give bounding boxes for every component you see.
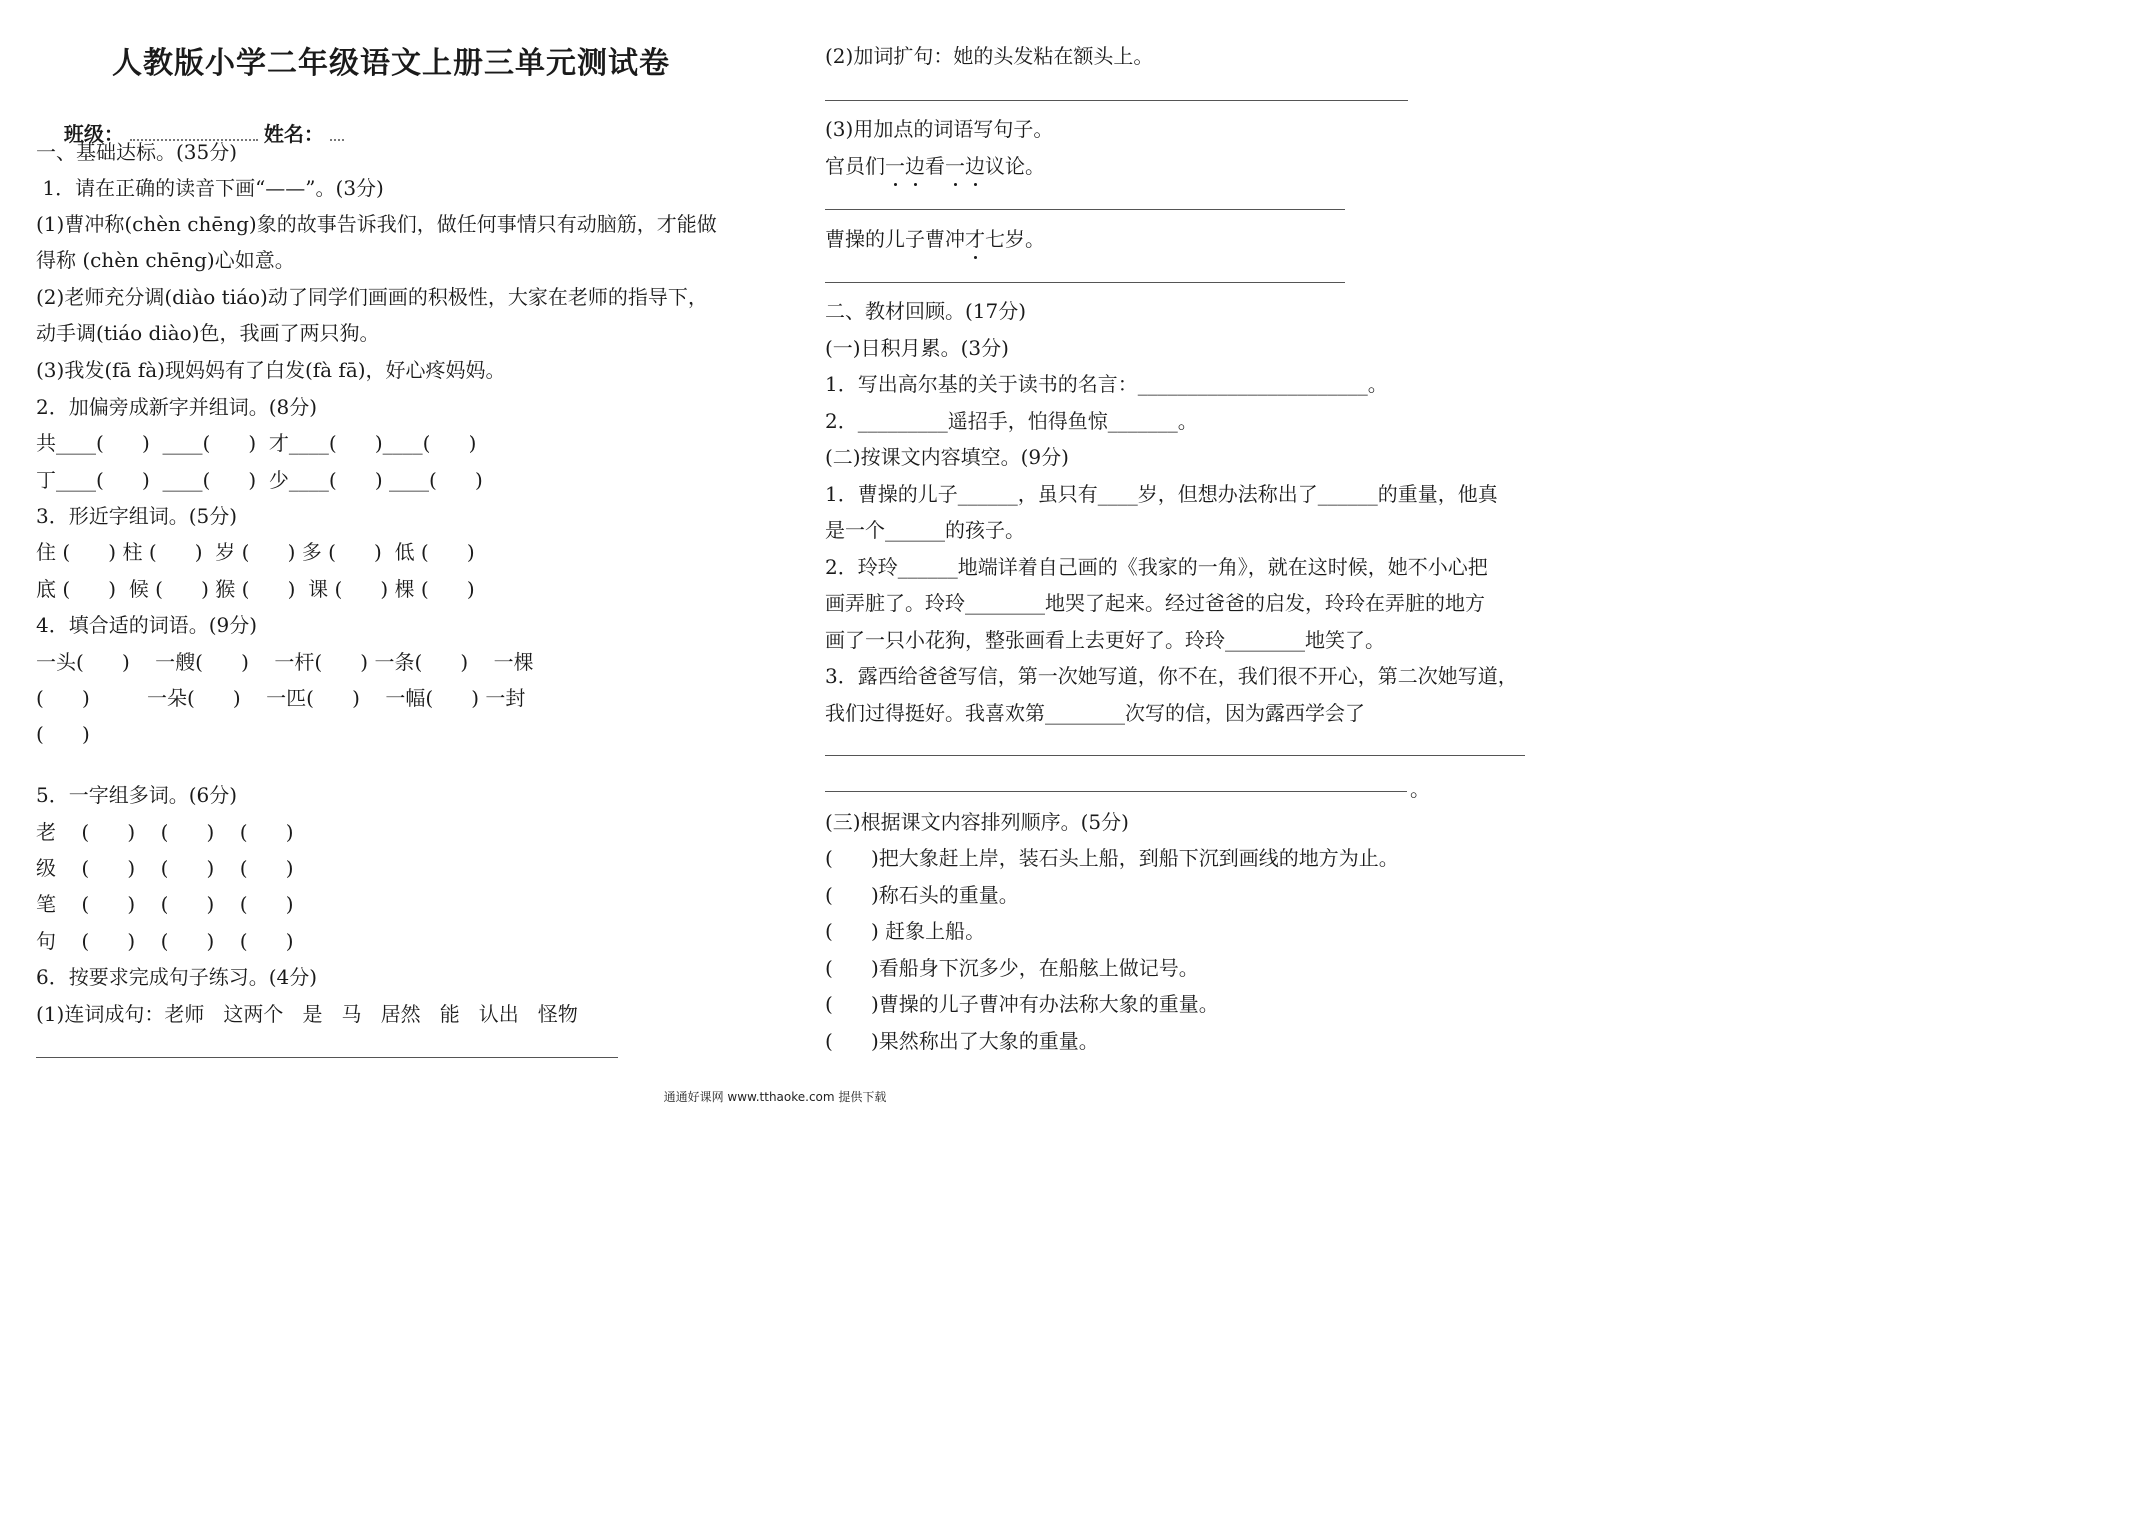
q6-2-prompt: (2)加词扩句：她的头发粘在额头上。 (825, 44, 1154, 68)
question-2-heading: 2．加偏旁成新字并组词。(8分) (36, 395, 318, 419)
dotted-word: 一 (945, 154, 965, 178)
section-1-heading: 一、基础达标。(35分) (36, 140, 238, 164)
q2-line: 共____( ) ____( ) 才____( )____( ) (36, 431, 477, 455)
part-3-heading: (三)根据课文内容排列顺序。(5分) (825, 810, 1129, 834)
q6-line: (1)连词成句：老师 这两个 是 马 居然 能 认出 怪物 (36, 1002, 578, 1026)
q3-line: 住 ( ) 柱 ( ) 岁 ( ) 多 ( ) 低 ( ) (36, 540, 475, 564)
q2-line: 丁____( ) ____( ) 少____( ) ____( ) (36, 468, 483, 492)
part-2-heading: (二)按课文内容填空。(9分) (825, 445, 1069, 469)
page-title: 人教版小学二年级语文上册三单元测试卷 (112, 46, 670, 81)
q6-3-sentence-1 (825, 152, 1045, 180)
end-mark: 。 (1410, 777, 1430, 801)
q5-line: 级 ( ) ( ) ( ) (36, 856, 294, 880)
q4-line: 一头( ) 一艘( ) 一杆( ) 一条( ) 一棵 (36, 650, 534, 674)
answer-line[interactable] (825, 209, 1345, 210)
order-item: ( )果然称出了大象的重量。 (825, 1029, 1099, 1053)
part-2-line: 画了一只小花狗，整张画看上去更好了。玲玲________地笑了。 (825, 628, 1385, 652)
sentence-text: 看 (925, 154, 945, 178)
answer-line[interactable] (825, 755, 1525, 756)
answer-line[interactable] (825, 282, 1345, 283)
name-label: 姓名： (263, 122, 324, 146)
dotted-word: 才 (965, 227, 985, 251)
q6-3-heading: (3)用加点的词语写句子。 (825, 117, 1054, 141)
part-2-line: 画弄脏了。玲玲________地哭了起来。经过爸爸的启发，玲玲在弄脏的地方 (825, 591, 1485, 615)
part-1-heading: (一)日积月累。(3分) (825, 336, 1009, 360)
part-2-line: 1．曹操的儿子______，虽只有____岁，但想办法称出了______的重量，他真 (825, 482, 1498, 506)
question-5-heading: 5．一字组多词。(6分) (36, 783, 238, 807)
part-1-line: 1．写出高尔基的关于读书的名言：_______________________。 (825, 372, 1388, 396)
sentence-text: 七岁。 (985, 227, 1045, 251)
section-2-heading: 二、教材回顾。(17分) (825, 299, 1027, 323)
dotted-word: 一 (885, 154, 905, 178)
part-2-line: 我们过得挺好。我喜欢第________次写的信，因为露西学会了 (825, 701, 1365, 725)
question-3-heading: 3．形近字组词。(5分) (36, 504, 238, 528)
question-6-heading: 6．按要求完成句子练习。(4分) (36, 965, 318, 989)
order-item: ( )看船身下沉多少，在船舷上做记号。 (825, 956, 1199, 980)
q1-line: (3)我发(fā fà)现妈妈有了白发(fà fā)，好心疼妈妈。 (36, 358, 506, 382)
answer-line[interactable] (36, 1057, 618, 1058)
question-1-heading: 1．请在正确的读音下画“——”。(3分) (36, 176, 384, 200)
page-footer: 通通好课网 www.tthaoke.com 提供下载 (663, 1090, 887, 1104)
class-label: 班级： (63, 122, 124, 146)
answer-line[interactable] (825, 791, 1407, 792)
sentence-text: 官员们 (825, 154, 885, 178)
part-2-line: 3．露西给爸爸写信，第一次她写道，你不在，我们很不开心，第二次她写道， (825, 664, 1518, 688)
q4-line: ( ) 一朵( ) 一匹( ) 一幅( ) 一封 (36, 686, 526, 710)
part-2-line: 2．玲玲______地端详着自己画的《我家的一角》，就在这时候，她不小心把 (825, 555, 1488, 579)
question-4-heading: 4．填合适的词语。(9分) (36, 613, 258, 637)
q6-3-sentence-2 (825, 225, 1045, 253)
q1-line: 得称 (chèn chēng)心如意。 (36, 248, 295, 272)
q1-line: 动手调(tiáo diào)色，我画了两只狗。 (36, 321, 380, 345)
q4-line: ( ) (36, 722, 90, 746)
sentence-text: 议论。 (985, 154, 1045, 178)
q5-line: 老 ( ) ( ) ( ) (36, 820, 294, 844)
answer-line[interactable] (825, 100, 1408, 101)
order-item: ( ) 赶象上船。 (825, 919, 986, 943)
order-item: ( )把大象赶上岸，装石头上船，到船下沉到画线的地方为止。 (825, 846, 1399, 870)
dotted-word: 边 (965, 154, 985, 178)
part-2-line: 是一个______的孩子。 (825, 518, 1025, 542)
q1-line: (1)曹冲称(chèn chēng)象的故事告诉我们，做任何事情只有动脑筋，才能做 (36, 212, 717, 236)
dotted-word: 边 (905, 154, 925, 178)
q5-line: 句 ( ) ( ) ( ) (36, 929, 294, 953)
part-1-line: 2．_________遥招手，怕得鱼惊_______。 (825, 409, 1198, 433)
sentence-text: 曹操的儿子曹冲 (825, 227, 965, 251)
q3-line: 底 ( ) 候 ( ) 猴 ( ) 课 ( ) 棵 ( ) (36, 577, 475, 601)
order-item: ( )曹操的儿子曹冲有办法称大象的重量。 (825, 992, 1219, 1016)
name-field[interactable] (330, 121, 344, 141)
q5-line: 笔 ( ) ( ) ( ) (36, 892, 294, 916)
q1-line: (2)老师充分调(diào tiáo)动了同学们画画的积极性，大家在老师的指导下， (36, 285, 708, 309)
order-item: ( )称石头的重量。 (825, 883, 1019, 907)
